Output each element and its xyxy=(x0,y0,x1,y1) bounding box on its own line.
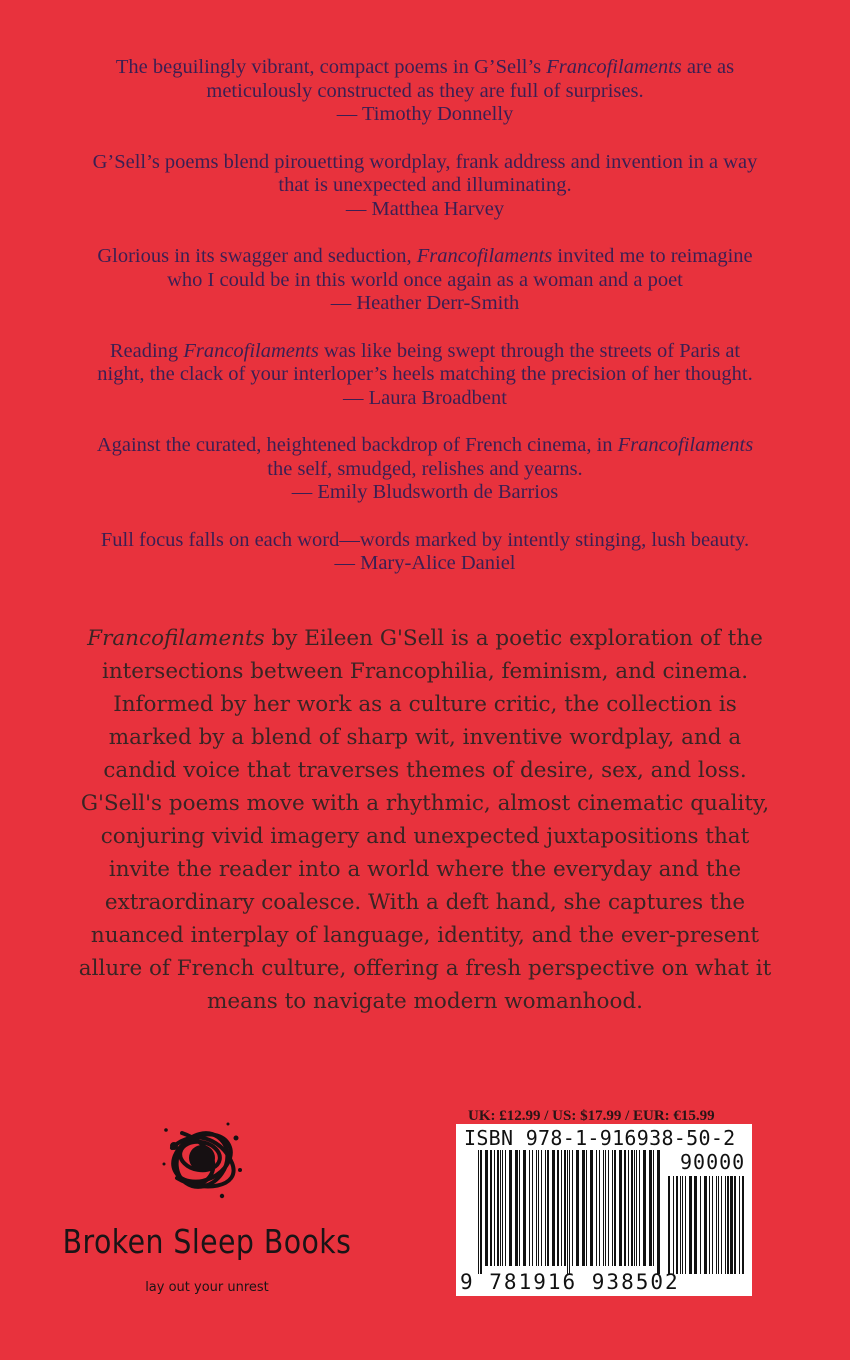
barcode-bar xyxy=(480,1150,482,1274)
barcode-addon-bar xyxy=(730,1176,733,1274)
barcode-addon-bar xyxy=(668,1176,670,1274)
text-run: invited me to reimagine xyxy=(552,245,753,267)
text-run: nuanced interplay of language, identity, and the ever-present xyxy=(90,923,760,948)
barcode-bar xyxy=(515,1150,518,1266)
barcode-addon-bar xyxy=(680,1176,681,1274)
barcode-addon-bar xyxy=(739,1176,740,1274)
text-line xyxy=(40,80,810,104)
barcode-bar xyxy=(636,1150,637,1266)
blurb-attribution: — Matthea Harvey xyxy=(345,197,505,220)
text-line xyxy=(40,952,810,985)
barcode-bar xyxy=(502,1150,503,1266)
barcode-bar xyxy=(494,1150,495,1266)
text-run: intersections between Francophilia, feminism, and cinema. xyxy=(101,659,749,684)
barcode-bar xyxy=(653,1150,654,1266)
barcode-bar xyxy=(576,1150,579,1266)
text-line xyxy=(40,245,810,269)
barcode-addon-bar xyxy=(712,1176,713,1274)
barcode-addon-bar xyxy=(694,1176,697,1274)
price-label: UK: £12.99 / US: $17.99 / EUR: €15.99 xyxy=(468,1108,715,1124)
barcode-addon-bar xyxy=(721,1176,722,1274)
barcode-bar xyxy=(529,1150,530,1266)
barcode-bar xyxy=(547,1150,549,1266)
book-description xyxy=(40,622,810,1018)
text-run: are as xyxy=(681,56,735,78)
text-line xyxy=(40,174,810,198)
text-line xyxy=(40,787,810,820)
book-title-italic: Francofilaments xyxy=(87,626,265,651)
text-run: by Eileen G'Sell is a poetic exploration of the xyxy=(264,626,763,651)
text-run: extraordinary coalesce. With a deft hand, she captures the xyxy=(104,890,746,915)
barcode-addon-bar xyxy=(742,1176,744,1274)
text-run: that is unexpected and illuminating. xyxy=(278,174,572,196)
barcode-bar xyxy=(485,1150,488,1266)
blurb-quote xyxy=(40,529,810,576)
text-run: night, the clack of your interloper’s heels matching the precision of her thought. xyxy=(97,363,753,385)
barcode-addon-bar xyxy=(734,1176,736,1274)
blurb-quote xyxy=(40,434,810,505)
blurb-quote xyxy=(40,56,810,127)
barcode-bar xyxy=(538,1150,539,1266)
text-run: meticulously constructed as they are full of surprises. xyxy=(206,79,644,102)
text-line xyxy=(40,886,810,919)
text-run: allure of French culture, offering a fresh perspective on what it xyxy=(78,956,772,981)
text-run: G’Sell’s poems blend pirouetting wordplay, frank address and invention in a way xyxy=(92,150,758,173)
barcode-addon-bar xyxy=(709,1176,710,1274)
text-run: G'Sell's poems move with a rhythmic, almost cinematic quality, xyxy=(80,791,770,816)
text-run: Glorious in its swagger and seduction, xyxy=(97,245,417,267)
blurb-attribution: — Timothy Donnelly xyxy=(336,103,514,125)
barcode-bar xyxy=(569,1150,570,1274)
barcode-bar xyxy=(657,1150,660,1274)
text-run: Informed by her work as a culture critic, the collection is xyxy=(113,692,737,717)
text-line xyxy=(40,434,810,458)
text-line xyxy=(40,458,810,482)
text-run: The beguilingly vibrant, compact poems in G’Sell’s xyxy=(115,56,547,78)
text-run: was like being swept through the streets of Paris at xyxy=(318,339,741,362)
publisher-name: Broken Sleep Books xyxy=(62,1222,352,1261)
barcode-bar xyxy=(552,1150,555,1266)
barcode-addon-bar xyxy=(673,1176,674,1274)
barcode-bar xyxy=(572,1150,573,1266)
book-title-italic: Francofilaments xyxy=(183,339,319,362)
text-line xyxy=(40,820,810,853)
barcode-bar xyxy=(536,1150,537,1266)
barcode-bar xyxy=(612,1150,613,1266)
book-title-italic: Francofilaments xyxy=(546,56,682,78)
text-run: the self, smudged, relishes and yearns. xyxy=(267,457,583,480)
barcode-bar xyxy=(532,1150,533,1266)
blurb-quote xyxy=(40,151,810,222)
barcode-bar xyxy=(545,1150,546,1266)
blurb-quote xyxy=(40,340,810,411)
barcode-addon-bar xyxy=(676,1176,678,1274)
text-line xyxy=(40,151,810,175)
text-line xyxy=(40,853,810,886)
text-run: Against the curated, heightened backdrop of French cinema, in xyxy=(96,434,618,456)
barcode-addon-bar xyxy=(716,1176,717,1274)
ean-digits: 9 781916 938502 xyxy=(460,1270,680,1294)
text-line xyxy=(40,721,810,754)
blurb-attribution: — Heather Derr-Smith xyxy=(330,292,520,314)
text-line xyxy=(40,688,810,721)
barcode-bar xyxy=(619,1150,622,1266)
barcode-bar xyxy=(605,1150,606,1266)
barcode-bar xyxy=(596,1150,597,1266)
barcode-addon-bar xyxy=(682,1176,683,1274)
barcode-bar xyxy=(639,1150,640,1266)
text-run: invite the reader into a world where the everyday and the xyxy=(108,857,742,882)
text-run: who I could be in this world once again as a woman and a poet xyxy=(167,268,683,291)
barcode-bar xyxy=(643,1150,646,1266)
barcode-bar xyxy=(478,1150,479,1274)
barcode-bar xyxy=(509,1150,512,1266)
text-run: Reading xyxy=(109,339,184,362)
barcode-bar xyxy=(500,1150,501,1266)
barcode-bar xyxy=(631,1150,633,1266)
barcode-bar xyxy=(624,1150,626,1266)
text-run: conjuring vivid imagery and unexpected juxtapositions that xyxy=(100,824,750,849)
text-line xyxy=(40,529,810,553)
barcode-bar xyxy=(582,1150,585,1266)
blurb-attribution: — Mary-Alice Daniel xyxy=(334,552,516,574)
barcode-addon-bar xyxy=(704,1176,707,1274)
text-line xyxy=(40,655,810,688)
text-line xyxy=(40,754,810,787)
blurb-attribution: — Laura Broadbent xyxy=(343,386,507,409)
barcode-addon-bar xyxy=(700,1176,701,1274)
addon-code: 90000 xyxy=(680,1150,746,1174)
barcode-bar xyxy=(490,1150,492,1266)
blurbs-section xyxy=(40,56,810,600)
text-line xyxy=(40,363,810,387)
blurb-attribution: — Emily Bludsworth de Barrios xyxy=(291,481,559,503)
barcode-bar xyxy=(599,1150,600,1266)
barcode-bar xyxy=(505,1150,506,1266)
isbn-barcode xyxy=(456,1124,752,1296)
barcode-bar xyxy=(586,1150,587,1266)
barcode-bar xyxy=(561,1150,562,1266)
text-line xyxy=(40,622,810,655)
barcode-bar xyxy=(634,1150,635,1266)
barcode-bar xyxy=(557,1150,559,1266)
barcode-bar xyxy=(523,1150,526,1266)
barcode-bar xyxy=(541,1150,542,1266)
text-line xyxy=(40,56,810,80)
barcode-bar xyxy=(564,1150,566,1266)
barcode-bar xyxy=(649,1150,652,1266)
barcode-bar xyxy=(608,1150,609,1266)
text-run: candid voice that traverses themes of desire, sex, and loss. xyxy=(103,758,747,783)
barcode-addon-bar xyxy=(725,1176,726,1274)
text-line xyxy=(40,919,810,952)
isbn-label: ISBN 978-1-916938-50-2 xyxy=(464,1126,736,1150)
ink-scribble-logo-icon xyxy=(152,1108,252,1208)
barcode-addon-bar xyxy=(727,1176,729,1274)
book-title-italic: Francofilaments xyxy=(617,434,754,456)
barcode-addon-bar xyxy=(718,1176,719,1274)
barcode-addon-bar xyxy=(685,1176,686,1274)
barcode-bar xyxy=(628,1150,629,1266)
text-run: marked by a blend of sharp wit, inventive wordplay, and a xyxy=(108,725,742,750)
text-line xyxy=(40,985,810,1018)
barcode-bar xyxy=(614,1150,616,1266)
text-line xyxy=(40,269,810,293)
text-line xyxy=(40,340,810,364)
publisher-tagline: lay out your unrest xyxy=(145,1280,269,1295)
barcode-addon-bar xyxy=(689,1176,692,1274)
blurb-quote xyxy=(40,245,810,316)
barcode-bar xyxy=(590,1150,593,1266)
text-run: Full focus falls on each word—words marked by intently stinging, lush beauty. xyxy=(100,528,750,551)
barcode-bar xyxy=(567,1150,568,1274)
book-title-italic: Francofilaments xyxy=(416,245,553,267)
barcode-bar xyxy=(497,1150,499,1266)
barcode-bar xyxy=(519,1150,520,1266)
barcode-bar xyxy=(603,1150,604,1266)
text-run: means to navigate modern womanhood. xyxy=(206,989,644,1014)
